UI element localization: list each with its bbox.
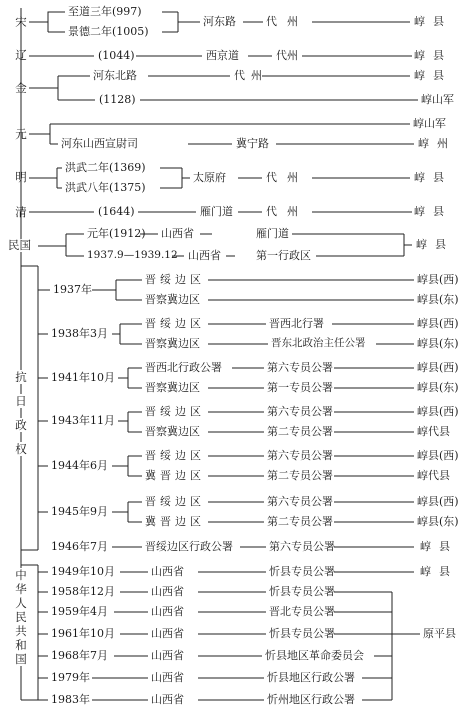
kangri-1941-sub-2: 第一专员公署 [267, 381, 333, 394]
kangri-1945-county-1: 崞县(西) [417, 495, 459, 508]
jin-county-2: 崞山军 [421, 93, 454, 106]
kangri-year-1943: 1943年11月 [51, 414, 115, 427]
prc-1949-date: 1949年10月 [51, 565, 115, 578]
dynasty-qing: 清 [15, 205, 27, 219]
kangri-char-4: 权 [15, 442, 27, 456]
jin-county-1: 崞县 [414, 69, 452, 82]
prc-1983-admin: 忻州地区行政公署 [267, 693, 355, 706]
ming-date-2: 洪武八年(1375) [65, 181, 146, 194]
kangri-1944-sub-1: 第六专员公署 [267, 449, 333, 462]
liao-admin-1: 西京道 [206, 49, 239, 62]
kangri-1938-sub-1: 晋西北行署 [269, 317, 324, 330]
song-date-1: 至道三年(997) [68, 5, 142, 18]
prc-char-2: 华 [15, 582, 27, 596]
kangri-1937-county-2: 崞县(东) [417, 293, 459, 306]
kangri-year-1946: 1946年7月 [51, 540, 108, 553]
prc-county: 原平县 [423, 627, 456, 640]
kangri-1941-county-2: 崞县(东) [417, 381, 459, 394]
song-date-2: 景德二年(1005) [68, 25, 149, 38]
prc-1968-admin: 忻县地区革命委员会 [265, 649, 364, 662]
dynasty-liao: 辽 [15, 48, 27, 62]
ming-admin-2: 代州 [266, 171, 308, 184]
song-admin-1: 河东路 [203, 15, 236, 28]
prc-1979-admin: 忻县地区行政公署 [267, 671, 355, 684]
kangri-1937-org-2: 晋察冀边区 [145, 293, 200, 306]
kangri-1938-org-1: 晋绥边区 [145, 317, 205, 330]
kangri-char-1: 抗 [15, 370, 27, 384]
kangri-1944-county-2: 崞代县 [417, 469, 450, 482]
kangri-1945-county-2: 崞县(东) [417, 515, 459, 528]
minguo-province-2: 山西省 [188, 249, 221, 262]
kangri-1944-sub-2: 第二专员公署 [267, 469, 333, 482]
kangri-year-1941: 1941年10月 [51, 371, 115, 384]
minguo-province-1: 山西省 [161, 227, 194, 240]
prc-1959-admin: 晋北专员公署 [269, 605, 335, 618]
kangri-1944-county-1: 崞县(西) [417, 449, 459, 462]
dynasty-yuan: 元 [15, 127, 27, 141]
kangri-1945-sub-1: 第六专员公署 [267, 495, 333, 508]
prc-char-5: 共 [15, 624, 27, 638]
prc-1983-date: 1983年 [51, 693, 90, 706]
prc-1961-admin: 忻县专员公署 [269, 627, 335, 640]
prc-1958-admin: 忻县专员公署 [269, 585, 335, 598]
prc-1983-province: 山西省 [151, 693, 184, 706]
kangri-1945-org-2: 冀晋边区 [145, 515, 205, 528]
kangri-1946-org: 晋绥边区行政公署 [145, 540, 233, 553]
kangri-1941-sub-1: 第六专员公署 [267, 361, 333, 374]
prc-1959-province: 山西省 [151, 605, 184, 618]
prc-1959-date: 1959年4月 [51, 605, 108, 618]
minguo-date-2: 1937.9—1939.12 [87, 249, 178, 261]
prc-char-6: 和 [15, 638, 27, 652]
kangri-1938-county-1: 崞县(西) [417, 317, 459, 330]
kangri-1944-org-2: 冀晋边区 [145, 469, 205, 482]
kangri-year-1944: 1944年6月 [51, 459, 108, 472]
kangri-1937-county-1: 崞县(西) [417, 273, 459, 286]
liao-date: (1044) [98, 49, 135, 62]
yuan-county-1: 崞山军 [413, 117, 446, 130]
kangri-1941-org-2: 晋察冀边区 [145, 381, 200, 394]
prc-1968-province: 山西省 [151, 649, 184, 662]
kangri-1943-sub-2: 第二专员公署 [267, 425, 333, 438]
kangri-1943-sub-1: 第六专员公署 [267, 405, 333, 418]
kangri-1945-sub-2: 第二专员公署 [267, 515, 333, 528]
prc-char-7: 国 [15, 652, 27, 666]
prc-1968-date: 1968年7月 [51, 649, 108, 662]
kangri-year-1938: 1938年3月 [51, 327, 108, 340]
kangri-1941-org-1: 晋西北行政公署 [145, 361, 222, 374]
qing-admin-1: 雁门道 [200, 205, 233, 218]
kangri-char-2: 日 [15, 394, 27, 408]
song-county: 崞县 [414, 15, 452, 28]
minguo-admin-1: 雁门道 [256, 227, 289, 240]
kangri-1943-county-2: 崞代县 [417, 425, 450, 438]
prc-1979-date: 1979年 [51, 671, 90, 684]
minguo-county: 崞县 [416, 238, 454, 251]
kangri-1938-county-2: 崞县(东) [417, 337, 459, 350]
qing-admin-2: 代州 [266, 205, 308, 218]
prc-1949-county: 崞县 [420, 565, 458, 578]
minguo-date-1: 元年(1912) [87, 227, 146, 240]
ming-admin-1: 太原府 [193, 171, 226, 184]
ming-county: 崞县 [414, 171, 452, 184]
kangri-1937-org-1: 晋绥边区 [145, 273, 205, 286]
kangri-1943-county-1: 崞县(西) [417, 405, 459, 418]
jin-admin-1: 河东北路 [93, 69, 137, 82]
prc-1949-admin: 忻县专员公署 [269, 565, 335, 578]
kangri-year-1937: 1937年 [53, 283, 92, 296]
minguo-admin-2: 第一行政区 [256, 249, 311, 262]
prc-1949-province: 山西省 [151, 565, 184, 578]
kangri-1938-org-2: 晋察冀边区 [145, 337, 200, 350]
kangri-year-1945: 1945年9月 [51, 505, 108, 518]
ming-date-1: 洪武二年(1369) [65, 161, 146, 174]
yuan-admin-2: 冀宁路 [236, 137, 269, 150]
dynasty-minguo: 民国 [8, 238, 31, 252]
yuan-county-2: 崞州 [418, 137, 456, 150]
kangri-1944-org-1: 晋绥边区 [145, 449, 205, 462]
prc-1958-province: 山西省 [151, 585, 184, 598]
jin-admin-2: 代州 [234, 69, 268, 82]
prc-char-4: 民 [15, 610, 27, 624]
liao-admin-2: 代州 [276, 49, 298, 62]
song-admin-2: 代州 [266, 15, 308, 28]
kangri-1941-county-1: 崞县(西) [417, 361, 459, 374]
prc-1961-province: 山西省 [151, 627, 184, 640]
qing-date: (1644) [98, 205, 135, 218]
qing-county: 崞县 [414, 205, 452, 218]
prc-char-3: 人 [15, 596, 27, 610]
kangri-char-3: 政 [15, 418, 27, 432]
liao-county: 崞县 [414, 49, 452, 62]
prc-1979-province: 山西省 [151, 671, 184, 684]
dynasty-ming: 明 [15, 170, 27, 184]
jin-date-2: (1128) [99, 93, 136, 106]
kangri-1945-org-1: 晋绥边区 [145, 495, 205, 508]
prc-1958-date: 1958年12月 [51, 585, 115, 598]
prc-char-1: 中 [15, 568, 27, 582]
kangri-1943-org-1: 晋绥边区 [145, 405, 205, 418]
kangri-1946-sub: 第六专员公署 [269, 540, 335, 553]
prc-1961-date: 1961年10月 [51, 627, 115, 640]
kangri-1943-org-2: 晋察冀边区 [145, 425, 200, 438]
kangri-1946-county: 崞县 [420, 540, 458, 553]
dynasty-song: 宋 [15, 15, 27, 29]
dynasty-jin: 金 [15, 81, 27, 95]
yuan-admin-1: 河东山西宣尉司 [61, 137, 138, 150]
kangri-1938-sub-2: 晋东北政治主任公署 [271, 337, 366, 349]
